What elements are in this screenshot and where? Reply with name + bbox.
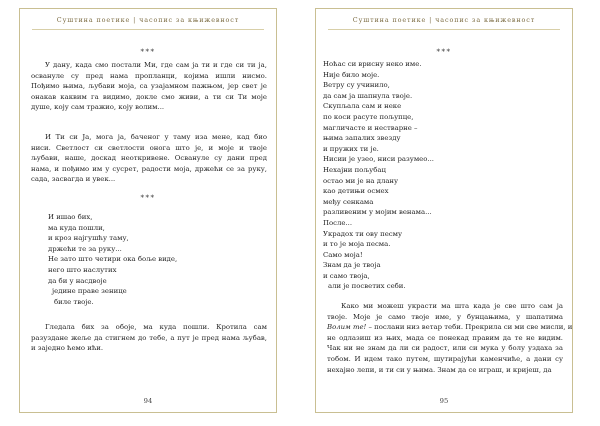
running-header: Суштина поетике | часопис за књижевност xyxy=(352,16,536,24)
paragraph-2 xyxy=(31,132,267,185)
verse-line: и само твоја, xyxy=(323,271,370,280)
paragraph-right xyxy=(327,301,573,375)
verse-line: и пружих ти је. xyxy=(323,144,379,153)
section-separator: *** xyxy=(140,48,156,56)
verse-line: по коси расуте пољупце, xyxy=(323,112,414,121)
verse-line: да би у насдвоје xyxy=(48,276,107,285)
verse-line: магличасте и нестварне – xyxy=(323,123,418,132)
text-line: сада, засвагда и увек... xyxy=(31,175,116,184)
verse-line: и кроз најгушћу таму, xyxy=(48,234,129,243)
verse-line: него што наслутих xyxy=(48,265,117,274)
verse-line: Украдох ти ову песму xyxy=(323,229,403,238)
verse-line: међу сенкама xyxy=(323,197,374,206)
text-line: љубави, наше, доскад неоткривене. Освануле су дани пред xyxy=(31,154,267,163)
paragraph-3 xyxy=(31,322,267,354)
italic-phrase: Волим те! xyxy=(327,323,367,332)
verse-line: Не зато што четири ока боље виде, xyxy=(48,255,178,264)
verse-line: Знам да је твоја xyxy=(323,261,381,270)
text-line: нехајно лепи, и ти си у њима. Знам да се играш, и кријеш, да xyxy=(327,365,552,374)
text-line-rest: – послани низ ветар теби. Прекрила си ми све мисли, и xyxy=(368,323,573,332)
text-line: У дану, када смо постали Ми, где сам ја ти и где си ти ја, xyxy=(45,61,267,69)
text-line: ниси. Светлост си светлости онога што је, и моје и твоје xyxy=(31,143,267,152)
verse-line: да сам ја шапнула твоје. xyxy=(323,91,413,100)
text-line: Пођимо њима, љубави моја, са узајамном пажњом, јер свет је xyxy=(31,82,267,91)
text-line: Чак ни не знам да ли си радост, или си мука у болу уздаха за xyxy=(327,344,563,353)
verse-line: ма куда пошли, xyxy=(48,223,105,232)
verse-line: разливеним у мојим венама... xyxy=(323,208,432,217)
verse-line: држећи те за руку... xyxy=(48,244,122,253)
paragraph-1 xyxy=(31,60,267,113)
header-rule xyxy=(32,29,264,30)
verse-line: и то је моја песма. xyxy=(323,240,391,249)
text-line: И Ти си Ја, мога ја, баченог у таму иза мене, кад био xyxy=(45,133,267,141)
left-page xyxy=(19,8,277,413)
verse-line: После... xyxy=(323,218,353,227)
running-header: Суштина поетике | часопис за књижевност xyxy=(56,16,240,24)
verse-line: биле твоје. xyxy=(54,297,94,306)
text-line: и заједно ћемо ићи. xyxy=(31,344,104,353)
verse-line: Ветру су учинило, xyxy=(323,81,390,90)
text-line: твоје. Моје је само твоје име, у бунцањима, у шапатима xyxy=(327,312,563,321)
verse-line: Само моја! xyxy=(323,250,363,259)
header-rule xyxy=(328,29,560,30)
verse-line: остао ми је на длану xyxy=(323,176,399,185)
text-line: тобом. И идем тако путем, шутирајући каменчиће, а дани су xyxy=(327,354,563,363)
verse-line: Ноћас си врисну неко име. xyxy=(323,60,422,68)
verse-line: Није било моје. xyxy=(323,70,380,79)
verse-line: Нехајни пољубац xyxy=(323,165,386,174)
text-line: душе, коју сам тражио, коју волим... xyxy=(31,103,165,112)
verse-line: И ишао бих, xyxy=(48,213,93,221)
verse-line: као детињи осмех xyxy=(323,187,389,196)
text-line-with-italic xyxy=(327,322,573,333)
verse-line: једине праве зенице xyxy=(52,287,127,296)
section-separator: *** xyxy=(140,194,156,202)
right-page xyxy=(315,8,573,413)
section-separator: *** xyxy=(436,48,452,56)
text-line: нама, и пођимо им у сусрет, радости моја, држећи се за руку, xyxy=(31,164,267,173)
verse-line: Скупљала сам и неке xyxy=(323,102,402,111)
page-number: 94 xyxy=(143,397,153,405)
text-line: разуздане жеље да стигнем до тебе, а пут је пред нама љубав, xyxy=(31,333,267,342)
verse-line: али је посветих себи. xyxy=(328,282,406,291)
text-line: освануле су пред нама пропланци, којима ишли нисмо. xyxy=(31,71,267,80)
verse-line: њима запалих звезду xyxy=(323,134,401,143)
text-line: Гледала бих за обоје, ма куда пошли. Кротила сам xyxy=(45,323,267,331)
verse-line: Нисии je узео, ниси разумео... xyxy=(323,155,434,164)
page-number: 95 xyxy=(439,397,449,405)
text-line: Како ми можеш украсти ма шта када је све што сам ја xyxy=(341,302,563,310)
text-line: не одлазиш из њих, мада се понекад правим да те не видим. xyxy=(327,333,563,342)
poem-right xyxy=(323,59,434,292)
poem-left xyxy=(48,212,177,307)
text-line: онакав каквим га видимо, докле смо живи, а ти си Ти моје xyxy=(31,92,267,101)
